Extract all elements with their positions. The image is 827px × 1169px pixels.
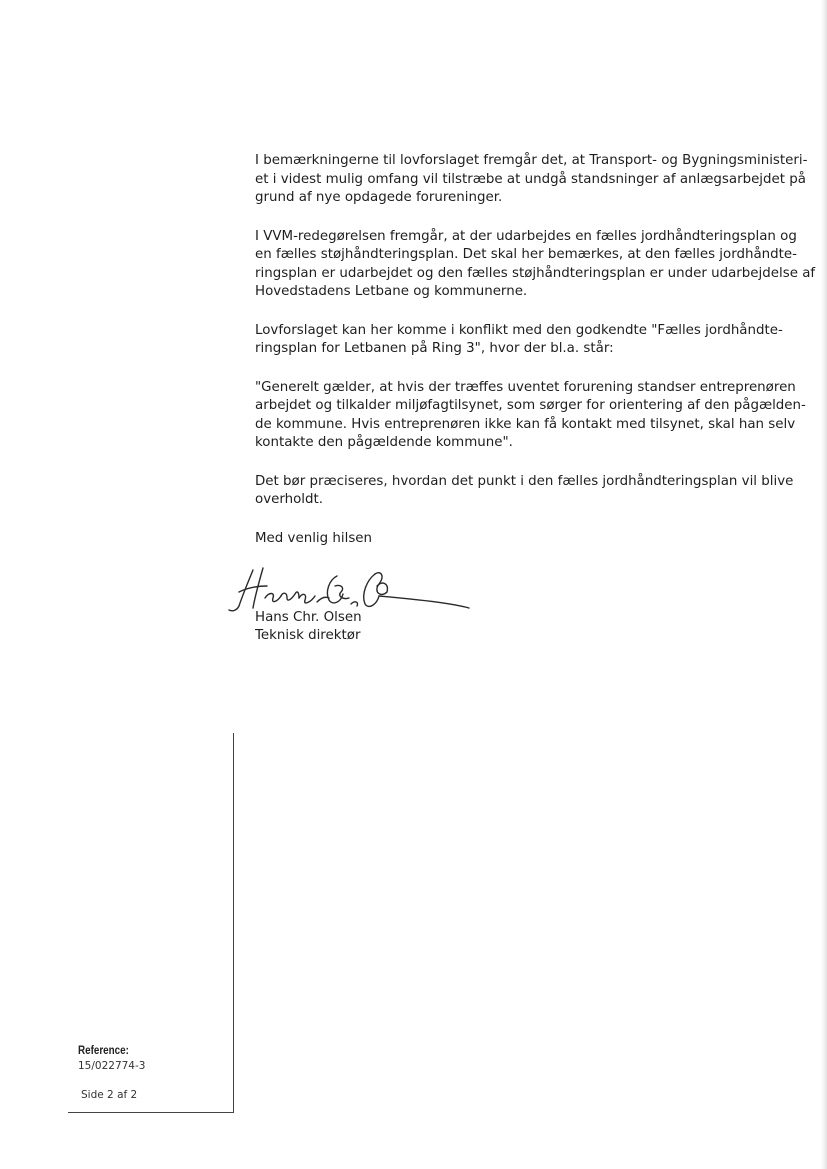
text-line: Lovforslaget kan her komme i konflikt med den godkendte "Fælles jordhåndte- [255, 322, 783, 338]
text-line: kontakte den pågældende kommune". [255, 435, 513, 450]
page-edge-shadow [821, 0, 827, 1169]
paragraph-clarification [255, 473, 794, 510]
signer-title: Teknisk direktør [255, 628, 361, 643]
paragraph-ministry-remarks [255, 152, 808, 208]
closing-greeting: Med venlig hilsen [255, 530, 373, 546]
text-line: Det bør præciseres, hvordan det punkt i den fælles jordhåndteringsplan vil blive [255, 473, 794, 489]
text-line: "Generelt gælder, at hvis der træffes uventet forurening standser entreprenøren [255, 379, 796, 395]
text-line: et i videst mulig omfang vil tilstræbe at undgå standsninger af anlægsarbejdet på [255, 171, 806, 187]
text-line: I bemærkningerne til lovforslaget fremgår det, at Transport- og Bygningsministeri- [255, 153, 808, 168]
letter-body [255, 152, 816, 568]
signer-name: Hans Chr. Olsen [255, 610, 362, 625]
text-line: de kommune. Hvis entreprenøren ikke kan få kontakt med tilsynet, skal han selv [255, 416, 796, 432]
text-line: en fælles støjhåndteringsplan. Det skal her bemærkes, at den fælles jordhåndte- [255, 247, 797, 262]
paragraph-quote [255, 379, 806, 453]
margin-vertical-divider [233, 733, 234, 1113]
page-indicator: Side 2 af 2 [81, 1089, 138, 1101]
text-line: arbejdet og tilkalder miljøfagtilsynet, som sørger for orientering af den pågælden- [255, 398, 806, 413]
text-line: I VVM-redegørelsen fremgår, at der udarbejdes en fælles jordhåndteringsplan og [255, 228, 797, 244]
paragraph-vvm-report [255, 228, 816, 302]
reference-number: 15/022774-3 [78, 1060, 146, 1072]
text-line: ringsplan for Letbanen på Ring 3", hvor der bl.a. står: [255, 341, 614, 356]
text-line: grund af nye opdagede forureninger. [255, 190, 503, 205]
text-line: overholdt. [255, 492, 324, 507]
paragraph-conflict [255, 322, 783, 359]
text-line: ringsplan er udarbejdet og den fælles støjhåndteringsplan er under udarbejdelse af [255, 265, 816, 281]
reference-label: Reference: [78, 1043, 129, 1057]
text-line: Hovedstadens Letbane og kommunerne. [255, 284, 528, 299]
footer-horizontal-divider [68, 1112, 234, 1113]
